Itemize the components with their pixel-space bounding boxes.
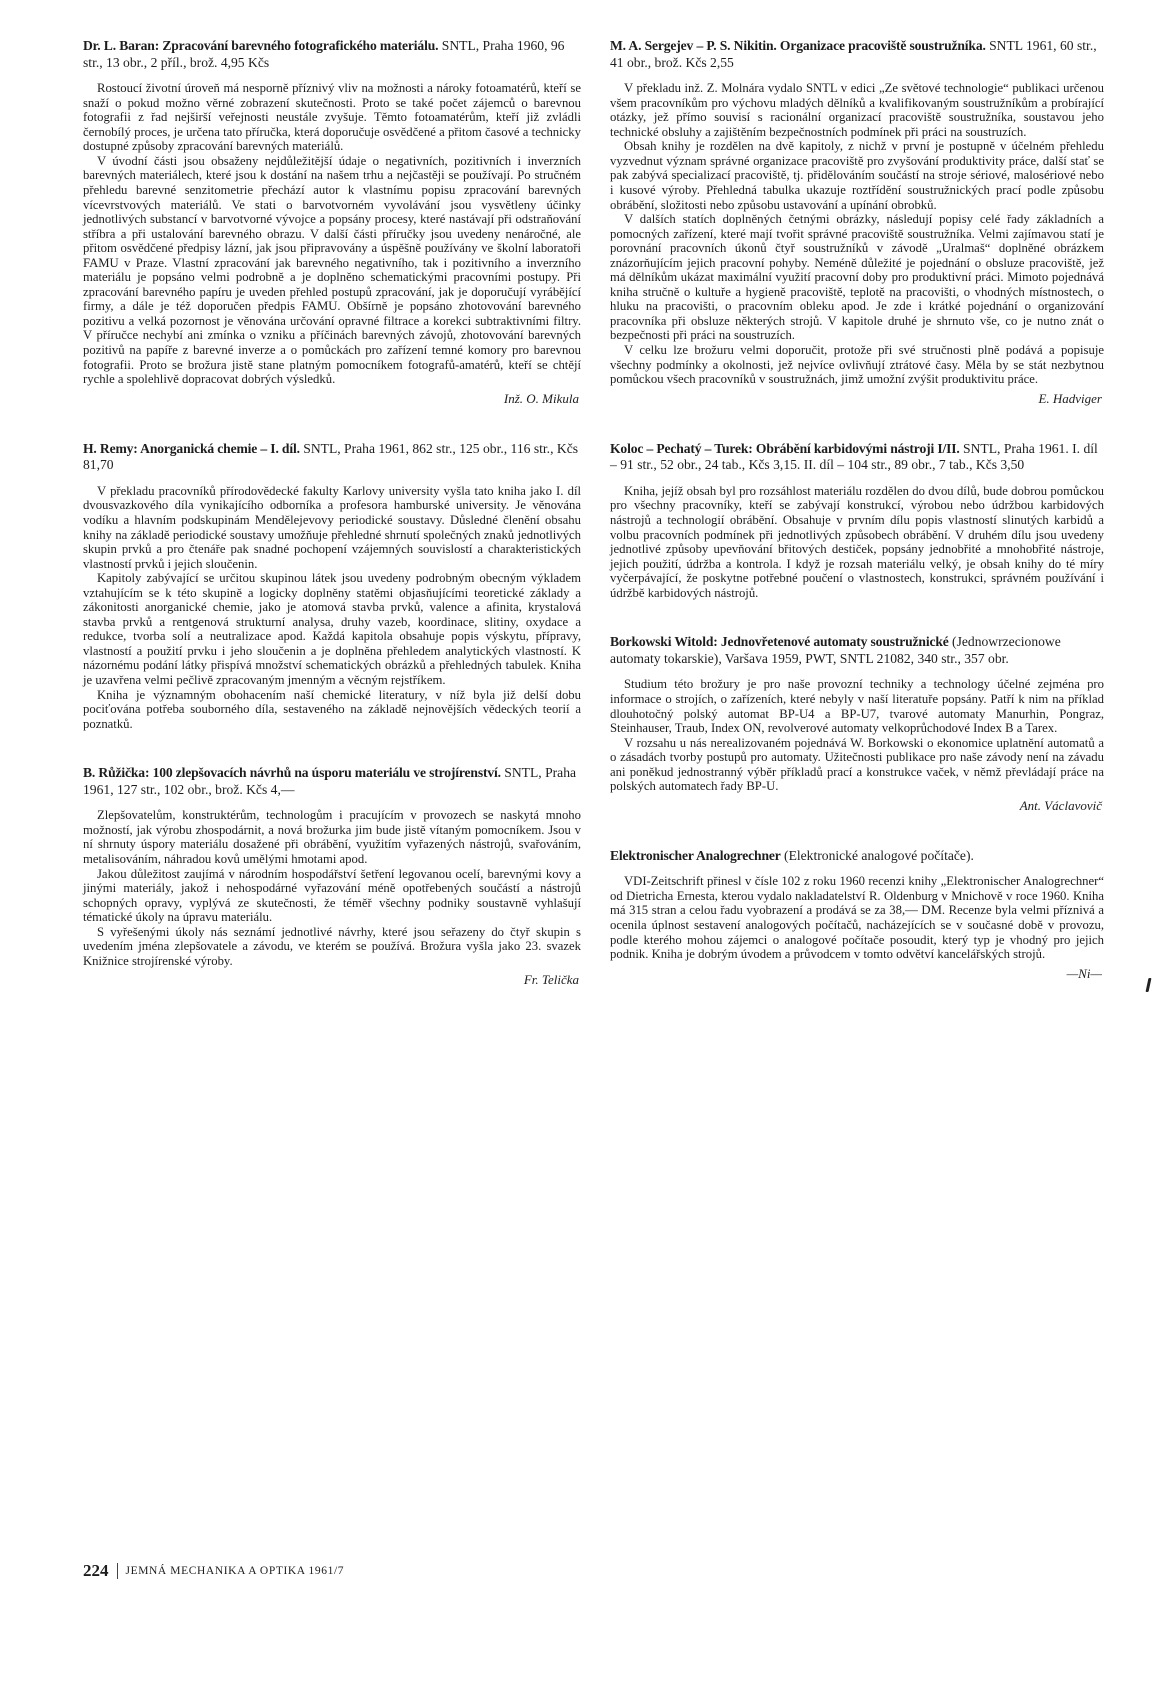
review-borkowski bbox=[610, 634, 1104, 814]
review-paragraph: Kniha, jejíž obsah byl pro rozsáhlost materiálu rozdělen do dvou dílů, bude dobrou pomůckou pro všechny pracovníky, kteří se zabývají konstrukcí, výrobou nebo údržbou karbidových nástrojů a technologií obrábění. Obsahuje v prvním dílu popis vlastností slinutých karbidů a volbu pracovních podmínek při jednotlivých způsobech obrábění. V druhém dílu jsou uvedeny jednotlivé způsoby upevňování břitových destiček, popsány jednobřité a mnohobřité nástroje, jejich použití, údržba a kontrola. I když je rozsah materiálu velký, je obsah knihy do té míry vyčerpávající, že poskytne potřebné poučení o vlastnostech, konstrukci, správném používání i údržbě karbidových nástrojů. bbox=[610, 483, 1104, 600]
page-number: 224 bbox=[83, 1561, 109, 1580]
review-ruzicka bbox=[83, 765, 581, 988]
reviewer-signature: Ant. Václavovič bbox=[1019, 797, 1102, 813]
review-paragraph: V dalších statích doplněných četnými obrázky, následují popisy celé řady základních a pomocných zařízení, které mají tvořit správné pracoviště soustružníka. Velmi zajímavou statí je porovnání pracovních úkonů čtyř soustružníků v závodě „Uralmaš“ doplněné obrázkem znázorňujícím jejich pracovní pohyby. Neméně důležité je pojednání o obsluze pracoviště, jež má dělníkům ukázat maximální využití pracovní doby pro produktivní práci. Mimoto pojednává kniha stručně o kultuře a hygieně pracoviště, teplotě na pracovišti, o vhodných místnostech, o hluku na pracovišti, o pracovním obleku apod. Je zde i krátké pojednání o organizování pracovníka při obsluze některých strojů. V kapitole druhé je shrnuto vše, co je nutno znát o bezpečnosti při práci na soustruzích. bbox=[610, 212, 1104, 343]
review-remy bbox=[83, 441, 581, 731]
review-body bbox=[610, 81, 1104, 386]
reviewer-signature: —Ni— bbox=[1066, 965, 1102, 981]
review-publication-info: SNTL, Praha 1961, 127 str., 102 obr., brož. Kčs 4,— bbox=[83, 765, 577, 797]
review-heading bbox=[610, 38, 1104, 71]
review-paragraph: V rozsahu u nás nerealizovaném pojednává W. Borkowski o ekonomice uplatnění automatů a o zásadách tvorby postupů pro automaty. Užitečnosti publikace pro naše závody není na závadu ani poněkud jednostranný výběr příkladů prací a konstrukce vaček, v němž převládají práce na polských automatech řady BP-U. bbox=[610, 735, 1104, 794]
footer-divider bbox=[117, 1563, 118, 1579]
review-paragraph: Rostoucí životní úroveň má nesporně příznivý vliv na možnosti a nároky fotoamatérů, kteří se snaží o pokud možno věrné zobrazení skutečnosti. Proto se také počet zájemců o barevnou fotografii z řad nejširší veřejnosti neustále zvyšuje. Těmto fotoamatérům, kteří již zvládli černobílý proces, je určena tato příručka, která doporučuje osvědčené a přitom časové a technicky dostupné způsoby zpracování barevných materiálů. bbox=[83, 81, 581, 154]
left-column bbox=[83, 38, 581, 988]
review-heading bbox=[610, 441, 1104, 474]
margin-mark bbox=[1146, 978, 1152, 992]
review-sergejev bbox=[610, 38, 1104, 407]
review-title: Elektronischer Analogrechner bbox=[610, 847, 781, 863]
review-paragraph: Studium této brožury je pro naše provozní techniky a technology účelné zejména pro informace o strojích, o zařízeních, které nebyly v naší literatuře popsány. Patří k nim na příklad dlouhotočný polský automat BP-U4 a BP-U7, tvarové automaty Manurhin, Pongraz, Steinhauser, Traub, Index ON, revolverové automaty velkoprůchodové Index B a Tarex. bbox=[610, 677, 1104, 736]
review-title: H. Remy: Anorganická chemie – I. díl. bbox=[83, 440, 300, 456]
review-publication-info: (Jednowrzecionowe automaty tokarskie), Varšava 1959, PWT, SNTL 21082, 340 str., 357 obr. bbox=[610, 634, 1061, 666]
review-paragraph: V úvodní části jsou obsaženy nejdůležitější údaje o negativních, pozitivních i inverzních barevných materiálech, které jsou k dostání na našem trhu a nejčastěji se používají. Po stručném přehledu barevné senzitometrie přechází autor k vlastnímu popisu zpracování barevných vícevrstvových materiálů. Ve stati o barvotvorném vyvolávání jsou vysvětleny účinky jednotlivých substancí v barvotvorné vývojce a popsány procesy, které nastávají při odstraňování stříbra a při ustalování barevného obrazu. V další části příručky jsou uvedeny nenáročné, ale přitom osvědčené předpisy lázní, jak jsou připravovány a úspěšně používány ve školní laboratoři FAMU v Praze. Vlastní zpracování jak barevného negativního, tak i pozitivního a inverzního materiálu je popsáno velmi podrobně a je doplněno schematickými pracovními postupy. Při zpracování barevného papíru je uveden přehled postupů zpracování, jak je doporučují vyrábějící firmy, a dále je též doporučen předpis FAMU. Obšírně je popsáno zhotovování barevného pozitivu a velká pozornost je věnována určování opravné filtrace a korekci subtraktivními filtry. V příručce nechybí ani zmínka o vzniku a příčinách barevných závojů, zhotovování barevných pozitivů na papíře z barevné inverze a o pomůckách pro zařízení temné komory pro barevnou fotografii. Proto se brožura jistě stane platným pomocníkem fotografů-amatérů, kteří se chtějí rychle a spolehlivě dopracovat dobrých výsledků. bbox=[83, 153, 581, 387]
review-publication-info: SNTL, Praha 1961, 862 str., 125 obr., 116 str., Kčs 81,70 bbox=[83, 440, 579, 473]
review-body bbox=[83, 81, 581, 386]
reviewer-signature: Inž. O. Mikula bbox=[503, 390, 579, 406]
reviewer-signature: Fr. Telička bbox=[523, 972, 579, 988]
review-analog bbox=[610, 848, 1104, 982]
review-title: B. Růžička: 100 zlepšovacích návrhů na úsporu materiálu ve strojírenství. bbox=[83, 765, 501, 781]
right-column bbox=[610, 38, 1104, 982]
review-heading bbox=[610, 634, 1104, 667]
review-body bbox=[83, 484, 581, 731]
review-heading bbox=[610, 848, 1104, 865]
review-paragraph: Jakou důležitost zaujímá v národním hospodářství šetření legovanou ocelí, barevnými kovy a jinými materiály, jakož i nehospodárné vyřazování méně opotřebených součástí a nástrojů schopných opravy, vyplývá ze skutečnosti, že téměř všechny podniky soustavně vyhlašují tématické úkoly na úpravu materiálu. bbox=[83, 866, 581, 925]
page-footer bbox=[83, 1561, 344, 1581]
review-publication-info: (Elektronické analogové počítače). bbox=[780, 847, 974, 863]
review-koloc bbox=[610, 441, 1104, 601]
review-paragraph: V celku lze brožuru velmi doporučit, protože při své stručnosti plně podává a popisuje všechny podmínky a okolnosti, jež nejvíce ovlivňují ztrátové časy. Měla by se stát nezbytnou pomůckou všech pracovníků v soustružnách, jimž umožní zvýšit produktivitu práce. bbox=[610, 343, 1104, 387]
journal-name: JEMNÁ MECHANIKA A OPTIKA 1961/7 bbox=[125, 1565, 345, 1577]
review-paragraph: Kniha je významným obohacením naší chemické literatury, v níž byla již delší dobu pociťována potřeba souborného díla, sestaveného na základě nejnovějších vědeckých teorií a poznatků. bbox=[83, 687, 581, 731]
review-paragraph: S vyřešenými úkoly nás seznámí jednotlivé návrhy, které jsou seřazeny do čtyř skupin s uvedením jména zlepšovatele a závodu, ve kterém se používá. Brožura vyšla jako 23. svazek Knižnice strojírenské výroby. bbox=[83, 924, 581, 968]
review-paragraph: Obsah knihy je rozdělen na dvě kapitoly, z nichž v první je postupně v účelném přehledu vyzvednut význam správné organizace pracoviště pro zvyšování produktivity práce, další stať se pak zabývá specializací pracoviště, tj. přidělováním součástí na stroje sériové, malosériové nebo i kusové výroby. Přehledná tabulka ukazuje roztřídění soustružnických prací podle způsobu obrábění, složitosti nebo způsobu ustavování a upínání obrobků. bbox=[610, 139, 1104, 212]
review-body bbox=[610, 484, 1104, 600]
review-title: M. A. Sergejev – P. S. Nikitin. Organizace pracoviště soustružníka. bbox=[610, 38, 986, 53]
review-paragraph: V překladu inž. Z. Molnára vydalo SNTL v edici „Ze světové technologie“ publikaci určenou všem pracovníkům pro výchovu mladých dělníků a kvalifikovaným soustružníkům a probírající otázky, jež přímo souvisí s racionální organizací pracoviště soustružníka, soustavou jeho technické obsluhy a zajištěním bezpečnostních podmínek při práci na soustruzích. bbox=[610, 81, 1104, 139]
review-baran bbox=[83, 38, 581, 407]
review-title: Dr. L. Baran: Zpracování barevného fotografického materiálu. bbox=[83, 38, 439, 53]
review-paragraph: Zlepšovatelům, konstruktérům, technologům i pracujícím v provozech se naskytá mnoho možností, jak výrobu zhospodárnit, a nová brožurka jim bude jistě vítaným pomocníkem. Jsou v ní shrnuty úspory materiálu dosažené při obrábění, využitím vyřazených nástrojů, svařováním, metalisováním, náhradou kovů umělými hmotami apod. bbox=[83, 808, 581, 866]
review-body bbox=[610, 677, 1104, 793]
review-heading bbox=[83, 38, 581, 71]
reviewer-signature: E. Hadviger bbox=[1038, 390, 1102, 406]
review-heading bbox=[83, 765, 581, 798]
review-body bbox=[83, 808, 581, 968]
review-body bbox=[610, 874, 1104, 961]
review-title: Koloc – Pechatý – Turek: Obrábění karbidovými nástroji I/II. bbox=[610, 440, 960, 456]
review-publication-info: SNTL, Praha 1960, 96 str., 13 obr., 2 příl., brož. 4,95 Kčs bbox=[83, 38, 565, 70]
review-paragraph: Kapitoly zabývající se určitou skupinou látek jsou uvedeny podrobným obecným výkladem vztahujícím se k této skupině a logicky doplněny statěmi objasňujícími teoretické základy a zákonitosti anorganické chemie, jako je atomová stavba prvků, valence a afinita, krystalová stavba prvků a rentgenová strukturní analysa, druhy vazeb, koordinace, slitiny, oxydace a redukce, tvorba solí a neutralizace apod. Každá kapitola obsahuje popis výskytu, přípravy, vlastností a použití prvku i jeho sloučenin a je doplněna přehledem analytických vlastností. K názornému podání látky přispívá množství schematických obrázků a přehledných tabulek. Kniha je uzavřena velmi pečlivě zpracovaným jmenným a věcným rejstříkem. bbox=[83, 571, 581, 687]
review-heading bbox=[83, 441, 581, 474]
review-publication-info: SNTL, Praha 1961. I. díl – 91 str., 52 obr., 24 tab., Kčs 3,15. II. díl – 104 str., 89 obr., 7 tab., Kčs 3,50 bbox=[610, 440, 1098, 473]
review-title: Borkowski Witold: Jednovřetenové automaty soustružnické bbox=[610, 634, 949, 650]
review-publication-info: SNTL 1961, 60 str., 41 obr., brož. Kčs 2,55 bbox=[610, 38, 1097, 70]
review-paragraph: V překladu pracovníků přírodovědecké fakulty Karlovy university vyšla tato kniha jako I. díl dvousvazkového díla vynikajícího odborníka a profesora hamburské university. Je věnována vodíku a hlavním podskupinám Mendělejevovy periodické soustavy. Důsledné členění obsahu knihy na základě periodické soustavy umožňuje přehledné shrnutí společných znaků jednotlivých skupin prvků a pro čtenáře pak snadné pochopení vzájemných souvislostí a charakteristických vlastností prvků i jejich sloučenin. bbox=[83, 483, 581, 571]
review-paragraph: VDI-Zeitschrift přinesl v čísle 102 z roku 1960 recenzi knihy „Elektronischer Analogrechner“ od Dietricha Ernesta, kterou vydalo nakladatelství R. Oldenburg v Mnichově v roce 1960. Kniha má 315 stran a celou řadu vyobrazení a prodává se za 38,— DM. Recenze byla velmi příznivá a ocenila úplnost sestavení analogových počítačů, nacházejících se v současné době v provozu, podle kterého mohou zájemci o analogové počítače posoudit, který typ je vhodný pro jejich podnik. Kniha je dobrým úvodem a průvodcem v tomto odvětví kancelářských strojů. bbox=[610, 874, 1104, 962]
